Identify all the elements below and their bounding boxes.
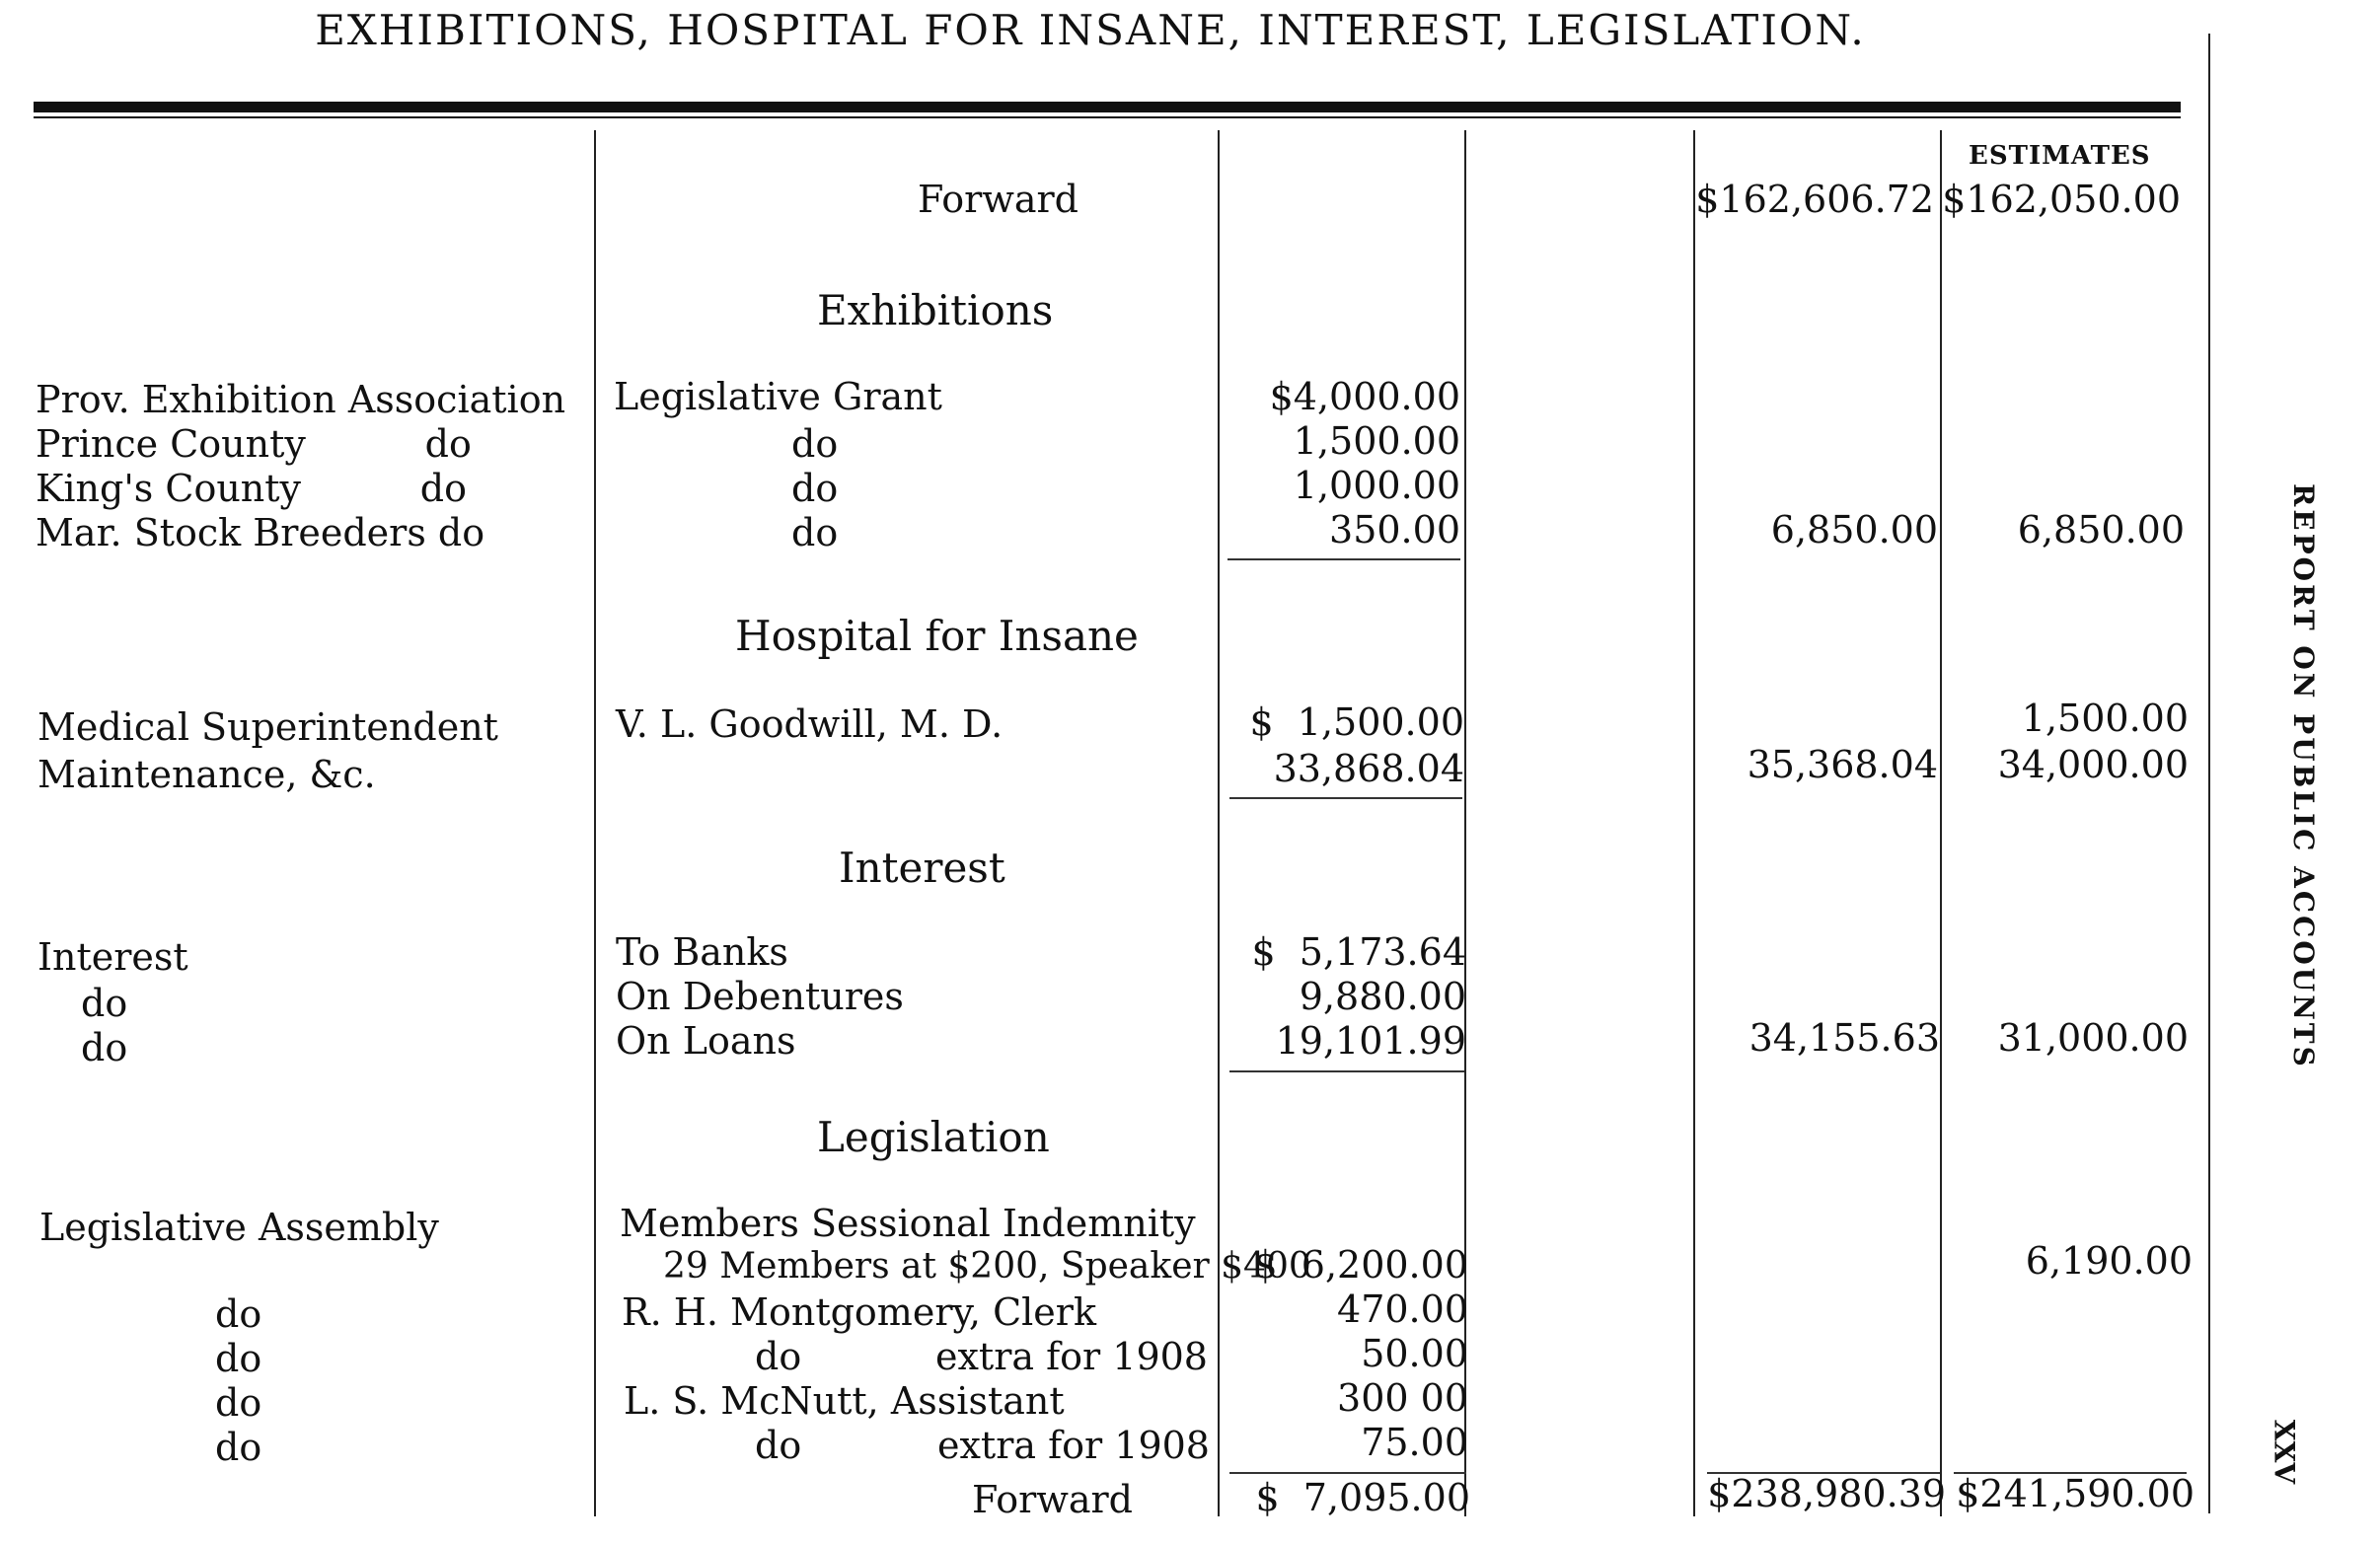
legislation-detail-line2: 29 Members at $200, Speaker $400: [663, 1246, 1311, 1287]
legislation-row-item-0: do: [215, 1292, 262, 1336]
hospital-item-0: Medical Superintendent: [37, 705, 498, 749]
interest-amount-0: $ 5,173.64: [1251, 930, 1466, 974]
legislation-row-detail-3: do: [755, 1424, 802, 1467]
column-divider-1: [594, 130, 596, 1516]
interest-total: 34,155.63: [1748, 1016, 1940, 1060]
interest-detail-0: To Banks: [616, 930, 788, 974]
page-edge-line: [2208, 34, 2210, 1513]
legislation-estimate: 6,190.00: [2025, 1239, 2193, 1283]
column-divider-4: [1693, 130, 1695, 1516]
exhibitions-amount-2: 1,000.00: [1293, 464, 1460, 507]
legislation-row-item-1: do: [215, 1337, 262, 1380]
legislation-detail-line1: Members Sessional Indemnity: [620, 1202, 1196, 1245]
exhibitions-amount-3: 350.00: [1329, 508, 1460, 552]
interest-detail-2: On Loans: [616, 1019, 796, 1063]
legislation-row-detail-0: R. H. Montgomery, Clerk: [622, 1290, 1096, 1334]
column-divider-2: [1218, 130, 1220, 1516]
legislation-row-item-2: do: [215, 1381, 262, 1425]
exhibitions-sum-rule: [1227, 558, 1460, 560]
legislation-item: Legislative Assembly: [39, 1206, 439, 1249]
exhibitions-amount-1: 1,500.00: [1293, 419, 1460, 463]
hospital-estimate-0: 1,500.00: [2021, 697, 2189, 740]
exhibitions-item-2: King's County do: [36, 467, 467, 510]
interest-estimate: 31,000.00: [1997, 1016, 2189, 1060]
interest-item-0: Interest: [37, 935, 188, 979]
hospital-amount-1: 33,868.04: [1273, 747, 1464, 790]
interest-sum-rule: [1229, 1070, 1464, 1072]
exhibitions-item-0: Prov. Exhibition Association: [36, 378, 566, 421]
section-heading-exhibitions: Exhibitions: [817, 286, 1054, 334]
exhibitions-item-3: Mar. Stock Breeders do: [36, 511, 485, 554]
legislation-row-amount-3: 75.00: [1361, 1421, 1468, 1464]
page-number: XXV: [2268, 1419, 2301, 1485]
exhibitions-total: 6,850.00: [1770, 508, 1938, 552]
exhibitions-estimate: 6,850.00: [2017, 508, 2185, 552]
forward-estimate-top: $162,050.00: [1942, 178, 2181, 221]
exhibitions-item-1: Prince County do: [36, 422, 472, 466]
interest-amount-1: 9,880.00: [1299, 975, 1466, 1018]
legislation-row-extra-1: extra for 1908: [935, 1335, 1208, 1378]
forward-amount-bottom: $ 7,095.00: [1255, 1476, 1470, 1519]
section-heading-legislation: Legislation: [817, 1113, 1050, 1161]
forward-total-top: $162,606.72: [1695, 178, 1934, 221]
hospital-amount-0: $ 1,500.00: [1249, 700, 1464, 744]
legislation-row-amount-0: 470.00: [1337, 1288, 1468, 1331]
section-heading-hospital: Hospital for Insane: [735, 612, 1139, 660]
legislation-row-amount-1: 50.00: [1361, 1332, 1468, 1375]
column-divider-5: [1940, 130, 1942, 1516]
legislation-row-detail-1: do: [755, 1335, 802, 1378]
legislation-first-amount: $ 6,200.00: [1253, 1243, 1468, 1287]
hospital-detail-0: V. L. Goodwill, M. D.: [616, 702, 1004, 746]
hospital-sum-rule: [1229, 797, 1462, 799]
exhibitions-detail-0: Legislative Grant: [614, 375, 942, 418]
hospital-total: 35,368.04: [1747, 743, 1938, 786]
legislation-row-detail-2: L. S. McNutt, Assistant: [624, 1379, 1065, 1423]
exhibitions-detail-3: do: [791, 511, 839, 554]
estimates-header: ESTIMATES: [1969, 141, 2151, 171]
interest-item-2: do: [81, 1026, 128, 1069]
exhibitions-amount-0: $4,000.00: [1269, 375, 1460, 418]
header-rule-thick: [34, 102, 2181, 112]
side-running-title: REPORT ON PUBLIC ACCOUNTS: [2287, 483, 2320, 1069]
page-title: EXHIBITIONS, HOSPITAL FOR INSANE, INTEREST, LEGISLATION.: [315, 6, 1866, 54]
exhibitions-detail-1: do: [791, 422, 839, 466]
header-rule-thin: [34, 116, 2181, 118]
forward-label-bottom: Forward: [972, 1478, 1134, 1521]
legislation-row-item-3: do: [215, 1426, 262, 1469]
section-heading-interest: Interest: [839, 844, 1005, 892]
interest-amount-2: 19,101.99: [1275, 1019, 1466, 1063]
legislation-sum-rule: [1229, 1472, 1466, 1474]
forward-label-top: Forward: [918, 178, 1079, 221]
forward-estimate-bottom: $241,590.00: [1956, 1472, 2194, 1515]
hospital-estimate-1: 34,000.00: [1997, 743, 2189, 786]
forward-total-bottom: $238,980.39: [1707, 1472, 1946, 1515]
legislation-row-extra-3: extra for 1908: [937, 1424, 1210, 1467]
interest-detail-1: On Debentures: [616, 975, 904, 1018]
legislation-row-amount-2: 300 00: [1337, 1376, 1468, 1420]
hospital-item-1: Maintenance, &c.: [37, 753, 376, 796]
interest-item-1: do: [81, 982, 128, 1025]
exhibitions-detail-2: do: [791, 467, 839, 510]
